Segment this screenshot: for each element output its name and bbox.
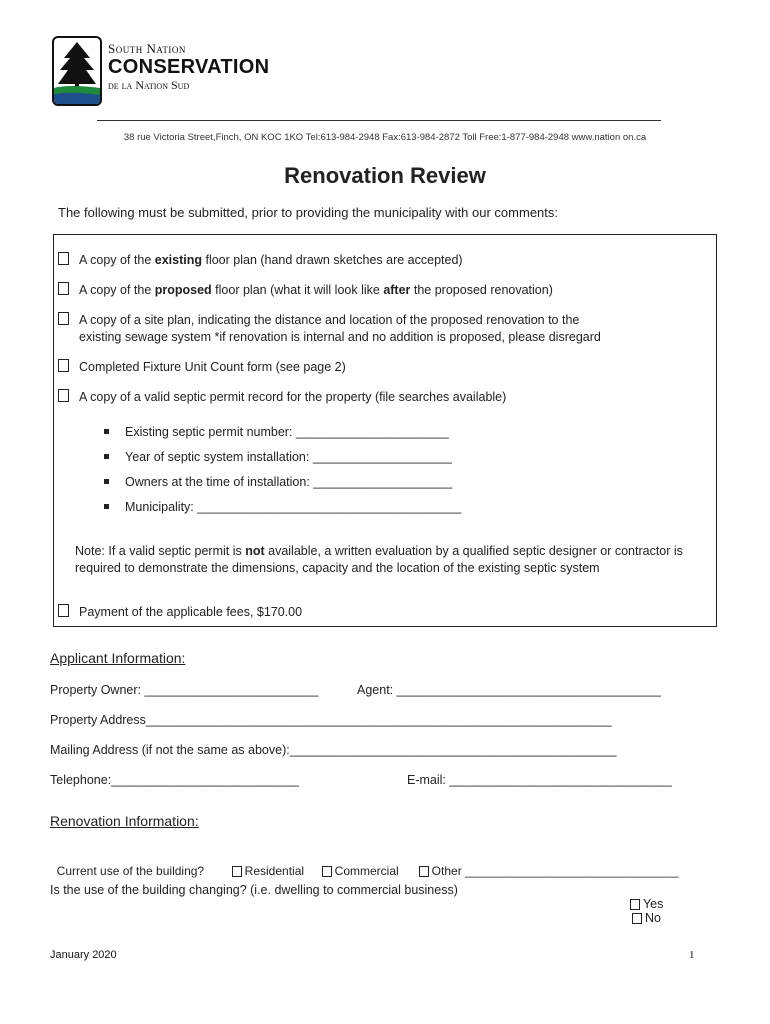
address-line: 38 rue Victoria Street,Finch, ON KOC 1KO Tel:613-984-2948 Fax:613-984-2872 Toll Free:1-877-984-2948 www.nation on.ca — [123, 132, 647, 143]
item-text: existing sewage system *if renovation is internal and no addition is proposed, please disregard — [79, 330, 601, 344]
checklist-item-payment: Payment of the applicable fees, $170.00 — [58, 604, 302, 621]
note-text: Note: If a valid septic permit is — [75, 544, 246, 558]
commercial-label: Commercial — [334, 864, 399, 878]
checklist-item-existing-plan — [58, 252, 463, 269]
page-number: 1 — [689, 949, 695, 961]
note-text: available, a written evaluation by a qualified septic designer or contractor is required to demonstrate the dimensions, capacity and the location of the existing septic system — [75, 544, 683, 575]
bullet-icon — [104, 429, 109, 434]
checkbox[interactable] — [58, 312, 69, 325]
permit-number-field[interactable]: Existing septic permit number: ______________________ — [125, 425, 449, 439]
checkbox[interactable] — [232, 866, 242, 877]
other-label: Other ________________________________ — [431, 864, 679, 878]
item-text: A copy of the — [79, 253, 155, 267]
bullet-permit-number — [104, 425, 449, 439]
checklist-item-septic-permit: A copy of a valid septic permit record for the property (file searches available) — [58, 389, 506, 406]
footer-date: January 2020 — [50, 949, 117, 961]
checkbox[interactable] — [419, 866, 429, 877]
residential-label: Residential — [244, 864, 305, 878]
checklist-item-site-plan — [58, 312, 601, 346]
intro-text: The following must be submitted, prior to providing the municipality with our comments: — [58, 205, 558, 220]
bullet-municipality — [104, 500, 461, 514]
org-name-line3: de la Nation Sud — [108, 78, 190, 92]
bullet-icon — [104, 479, 109, 484]
residential-option[interactable] — [225, 850, 304, 878]
yes-checkbox[interactable] — [630, 899, 640, 910]
checkbox[interactable] — [58, 359, 69, 372]
applicant-heading: Applicant Information: — [50, 650, 186, 666]
use-changing-question: Is the use of the building changing? (i.e. dwelling to commercial business) — [50, 883, 458, 897]
item-text: the proposed renovation) — [410, 283, 553, 297]
item-text: A copy of a site plan, indicating the distance and location of the proposed renovation to the — [79, 313, 580, 327]
page-title: Renovation Review — [284, 163, 486, 188]
tree-logo-icon — [54, 38, 100, 104]
item-text: floor plan (hand drawn sketches are accepted) — [202, 253, 463, 267]
municipality-field[interactable]: Municipality: ______________________________________ — [125, 500, 462, 514]
current-use-row — [50, 850, 204, 878]
bullet-icon — [104, 504, 109, 509]
email-field[interactable]: E-mail: ________________________________ — [407, 773, 672, 787]
no-checkbox[interactable] — [632, 913, 642, 924]
checkbox[interactable] — [58, 252, 69, 265]
logo — [52, 36, 102, 106]
item-text: floor plan (what it will look like — [211, 283, 384, 297]
note-emphasis: not — [245, 544, 265, 558]
bullet-install-year — [104, 450, 452, 464]
checkbox[interactable] — [58, 604, 69, 617]
install-year-field[interactable]: Year of septic system installation: ____________________ — [125, 450, 452, 464]
yes-label: Yes — [642, 897, 664, 911]
org-name-line1: South Nation — [108, 41, 186, 56]
bullet-icon — [104, 454, 109, 459]
no-label: No — [644, 911, 661, 925]
checklist-item-proposed-plan — [58, 282, 553, 299]
telephone-field[interactable]: Telephone:___________________________ — [50, 773, 299, 787]
item-emphasis: after — [383, 283, 411, 297]
mailing-address-field[interactable]: Mailing Address (if not the same as above):_______________________________________________ — [50, 743, 617, 757]
agent-field[interactable]: Agent: ______________________________________ — [357, 683, 661, 697]
checkbox[interactable] — [322, 866, 332, 877]
item-emphasis: proposed — [154, 283, 212, 297]
org-name-line2: CONSERVATION — [108, 56, 270, 78]
checkbox[interactable] — [58, 282, 69, 295]
item-text: A copy of the — [79, 283, 155, 297]
owners-field[interactable]: Owners at the time of installation: ____________________ — [125, 475, 453, 489]
header-divider — [97, 120, 661, 121]
current-use-label: Current use of the building? — [56, 864, 205, 878]
checkbox[interactable] — [58, 389, 69, 402]
checklist-item-fixture-form: Completed Fixture Unit Count form (see page 2) — [58, 359, 346, 376]
septic-note — [75, 543, 705, 577]
property-owner-field[interactable]: Property Owner: _________________________ — [50, 683, 319, 697]
other-option[interactable] — [412, 850, 679, 878]
org-name — [108, 42, 269, 91]
commercial-option[interactable] — [315, 850, 399, 878]
renovation-heading: Renovation Information: — [50, 813, 199, 829]
bullet-owners — [104, 475, 452, 489]
use-changing-options — [623, 883, 663, 925]
item-emphasis: existing — [154, 253, 202, 267]
property-address-field[interactable]: Property Address___________________________________________________________________ — [50, 713, 612, 727]
